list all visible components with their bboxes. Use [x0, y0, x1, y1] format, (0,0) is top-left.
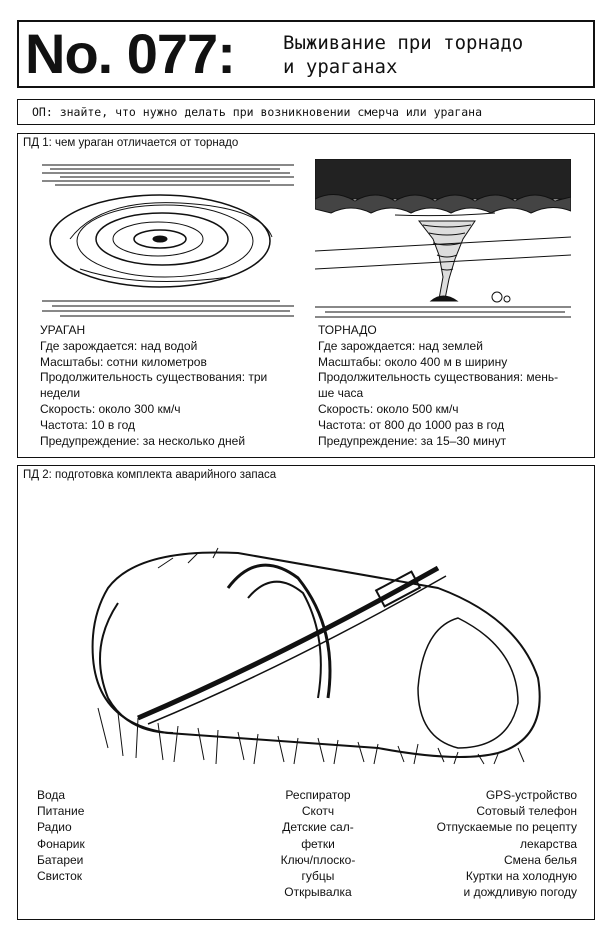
panel1-title: ПД 1: чем ураган отличается от торнадо	[23, 137, 239, 149]
kit-item: GPS-устройство	[485, 788, 577, 802]
hurricane-illustration	[40, 159, 296, 319]
kit-item: Питание	[37, 804, 85, 819]
hurricane-fact: Скорость: около 300 км/ч	[40, 401, 181, 416]
kit-list-column-3	[437, 787, 577, 900]
title-box	[17, 20, 595, 88]
hurricane-facts	[40, 323, 285, 449]
kit-item: Вода	[37, 788, 66, 802]
kit-list-column-1	[37, 787, 85, 884]
panel2-title: ПД 2: подготовка комплекта аварийного запаса	[23, 469, 277, 481]
tornado-fact: Где зарождается: над землей	[318, 338, 483, 353]
kit-item: Батареи	[37, 852, 84, 867]
goal-text: ОП: знайте, что нужно делать при возникновении смерча или урагана	[32, 105, 483, 119]
kit-item: Скотч	[301, 804, 335, 819]
kit-item: Отпускаемые по рецепту	[436, 820, 577, 835]
hurricane-fact: Частота: 10 в год	[40, 417, 136, 432]
kit-item: Открывалка	[284, 885, 352, 900]
tornado-fact: Предупреждение: за 15–30 минут	[318, 433, 507, 448]
tornado-fact: Масштабы: около 400 м в ширину	[318, 354, 508, 369]
tornado-fact: ше часа	[318, 386, 364, 401]
kit-item: Смена белья	[504, 852, 577, 867]
tornado-facts	[318, 323, 573, 449]
kit-item: лекарства	[520, 836, 577, 851]
goal-box	[17, 99, 595, 125]
hurricane-fact: Предупреждение: за несколько дней	[40, 433, 246, 448]
kit-item: Сотовый телефон	[476, 804, 577, 819]
panel-hurricane-vs-tornado	[17, 133, 595, 458]
hurricane-fact: Продолжительность существования: три	[40, 370, 268, 385]
kit-item: и дождливую погоду	[463, 885, 577, 900]
kit-item: Детские сал-	[282, 820, 354, 835]
duffel-bag-illustration	[78, 508, 548, 768]
kit-item: Свисток	[37, 869, 83, 884]
tornado-heading: ТОРНАДО	[318, 323, 377, 337]
chapter-title-line-1: Выживание при торнадо	[283, 32, 524, 54]
panel-emergency-kit	[17, 465, 595, 920]
kit-item: Радио	[37, 820, 72, 835]
kit-item: фетки	[301, 836, 335, 851]
hurricane-fact: Масштабы: сотни километров	[40, 354, 207, 369]
kit-list-column-2	[258, 787, 378, 900]
kit-item: губцы	[301, 869, 335, 884]
chapter-title-line-2: и ураганах	[283, 56, 398, 78]
tornado-illustration	[315, 159, 571, 319]
chapter-title	[283, 31, 588, 79]
hurricane-heading: УРАГАН	[40, 323, 86, 337]
kit-item: Куртки на холодную	[465, 869, 577, 884]
kit-item: Респиратор	[285, 788, 351, 802]
hurricane-fact: Где зарождается: над водой	[40, 338, 198, 353]
chapter-number: No. 077:	[25, 22, 235, 85]
hurricane-fact: недели	[40, 386, 81, 401]
tornado-fact: Скорость: около 500 км/ч	[318, 401, 459, 416]
kit-item: Ключ/плоско-	[280, 852, 356, 867]
tornado-fact: Частота: от 800 до 1000 раз в год	[318, 417, 505, 432]
kit-item: Фонарик	[37, 836, 85, 851]
tornado-fact: Продолжительность существования: мень-	[318, 370, 559, 385]
